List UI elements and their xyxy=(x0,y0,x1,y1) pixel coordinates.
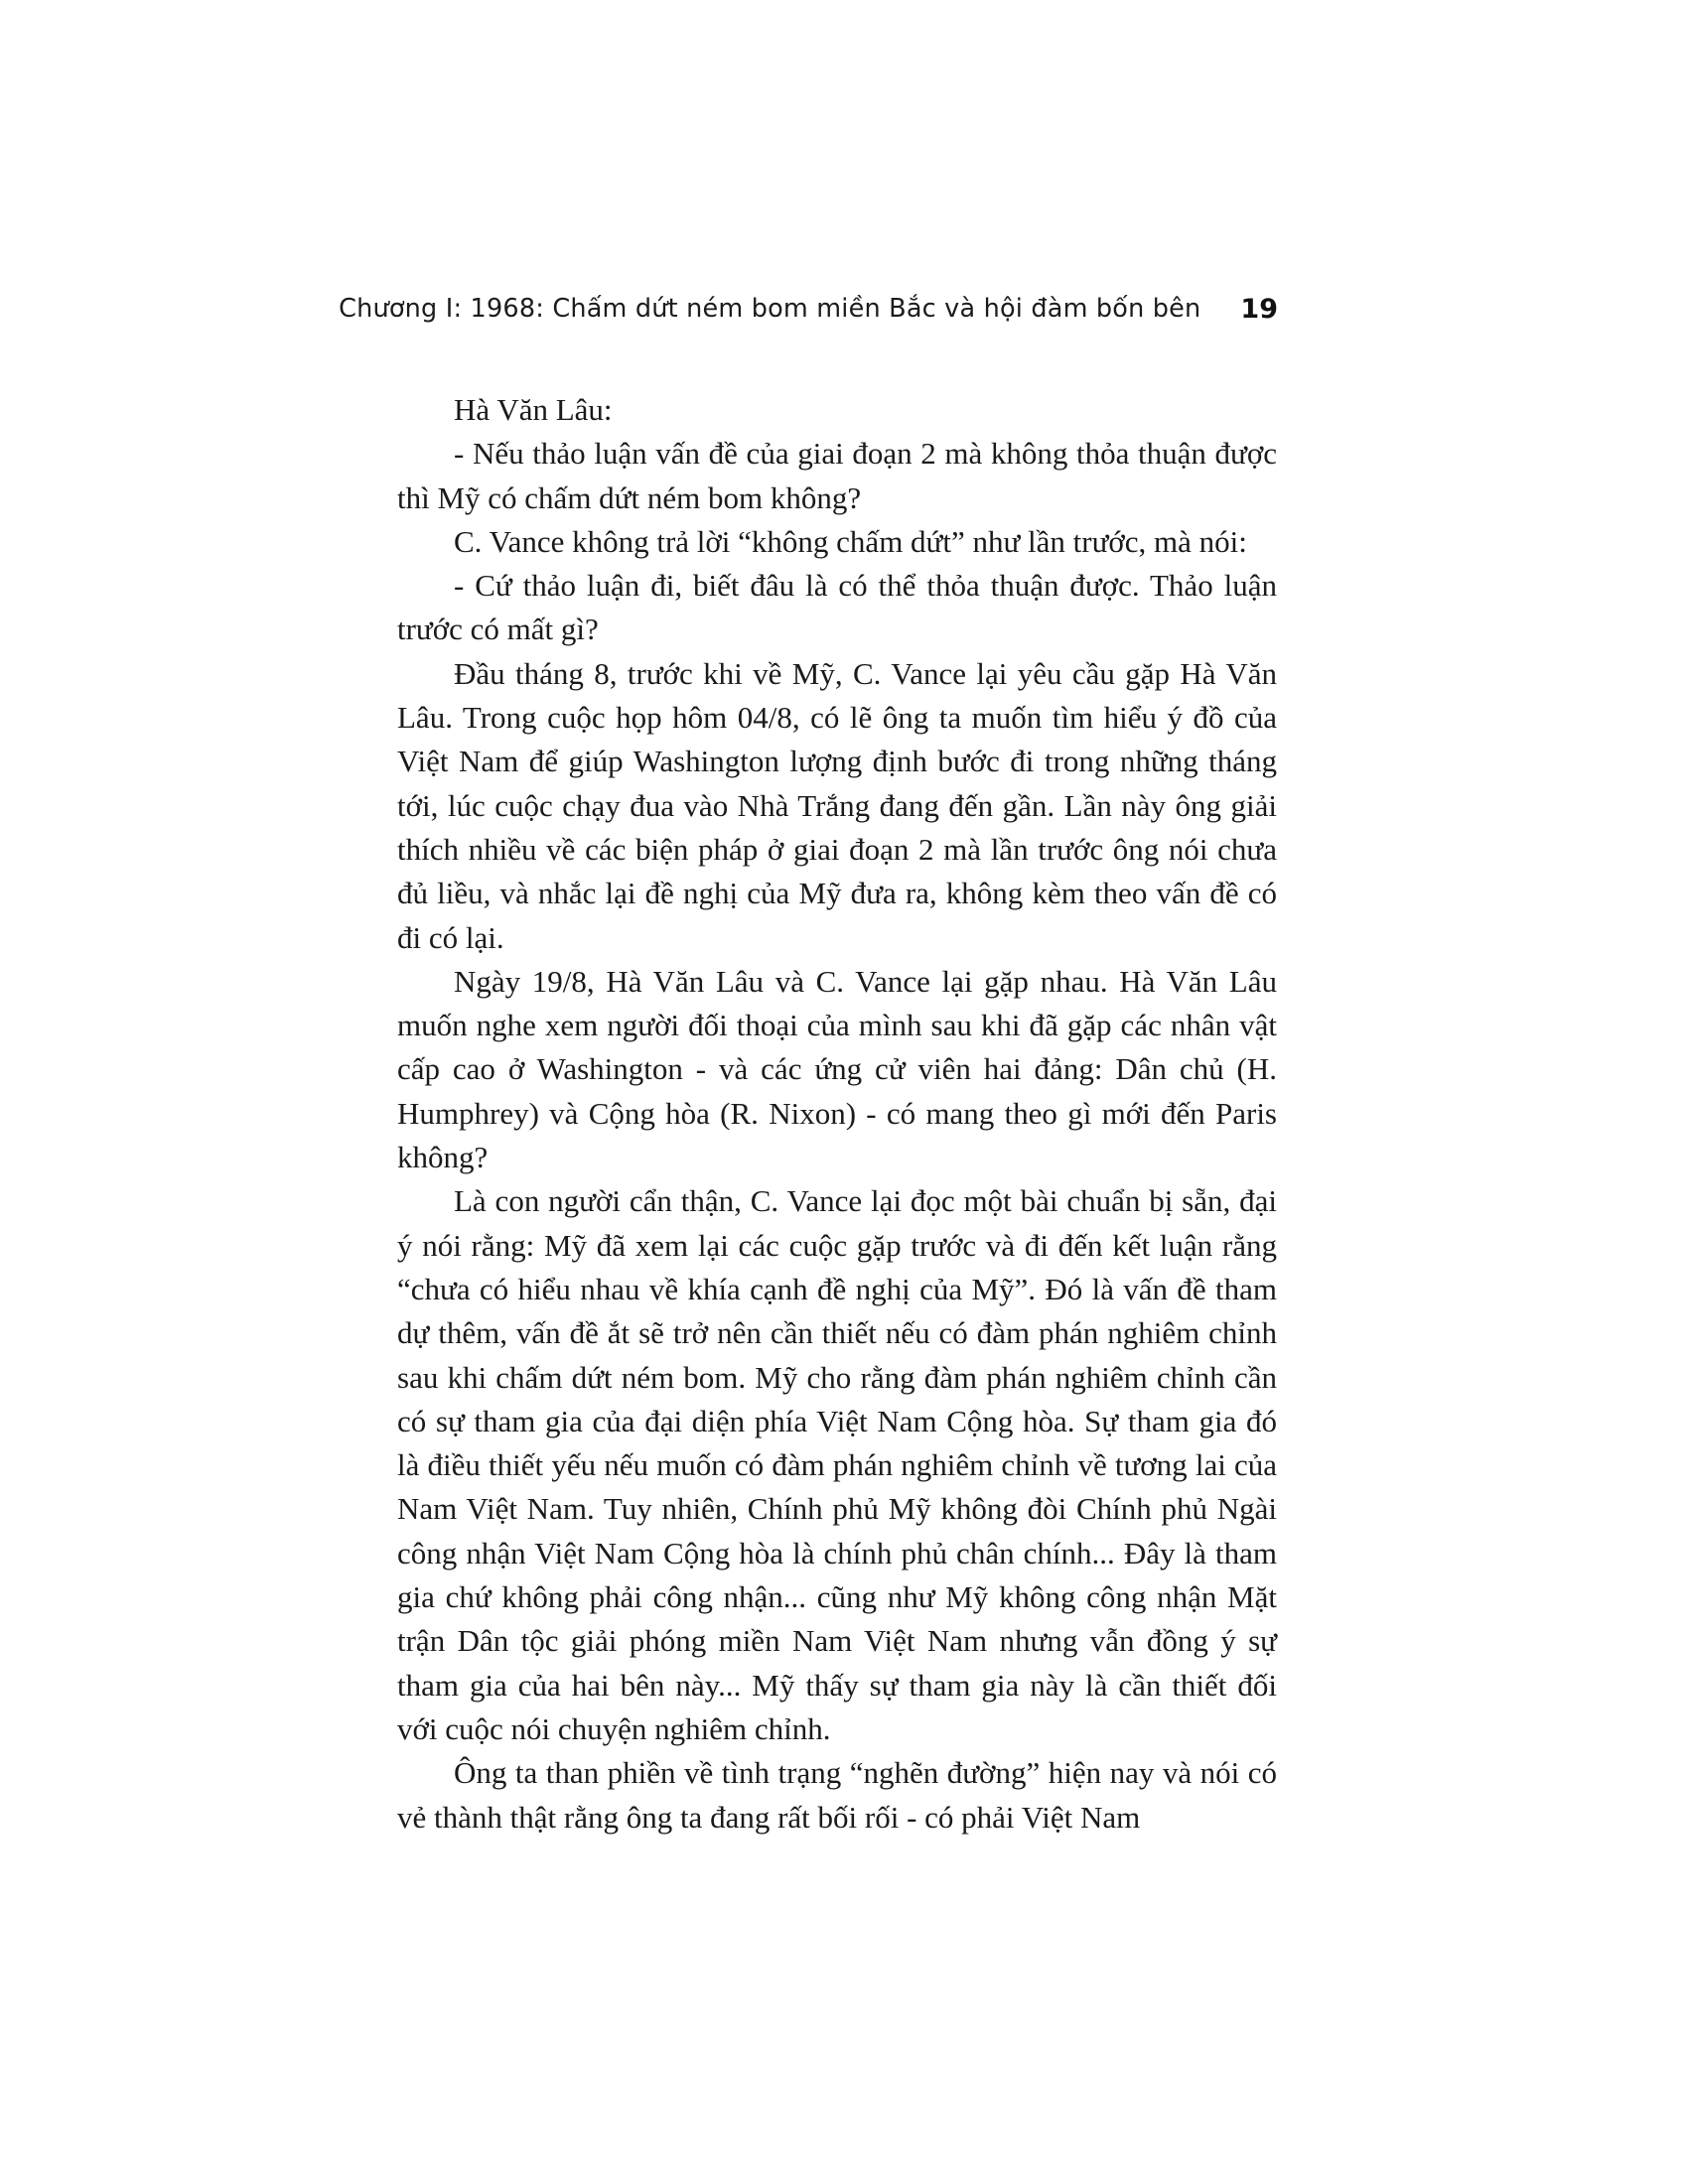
page-number: 19 xyxy=(1240,293,1278,325)
paragraph: Ngày 19/8, Hà Văn Lâu và C. Vance lại gặp nhau. Hà Văn Lâu muốn nghe xem người đối thoại của mình sau khi đã gặp các nhân vật cấp cao ở Washington - và các ứng cử viên hai đảng: Dân chủ (H. Humphrey) và Cộng hòa (R. Nixon) - có mang theo gì mới đến Paris không? xyxy=(397,963,1277,1175)
paragraph: C. Vance không trả lời “không chấm dứt” như lần trước, mà nói: xyxy=(454,523,1247,559)
body-text xyxy=(397,388,1277,1840)
paragraph: - Cứ thảo luận đi, biết đâu là có thể thỏa thuận được. Thảo luận trước có mất gì? xyxy=(397,568,1277,647)
chapter-title: Chương I: 1968: Chấm dứt ném bom miền Bắc và hội đàm bốn bên xyxy=(339,294,1201,324)
paragraph: Là con người cẩn thận, C. Vance lại đọc một bài chuẩn bị sẵn, đại ý nói rằng: Mỹ đã xem lại các cuộc gặp trước và đi đến kết luận rằng “chưa có hiểu nhau về khía cạnh đề nghị của Mỹ”. Đó là vấn đề tham dự thêm, vấn đề ắt sẽ trở nên cần thiết nếu có đàm phán nghiêm chỉnh sau khi chấm dứt ném bom. Mỹ cho rằng đàm phán nghiêm chỉnh cần có sự tham gia của đại diện phía Việt Nam Cộng hòa. Sự tham gia đó là điều thiết yếu nếu muốn có đàm phán nghiêm chỉnh về tương lai của Nam Việt Nam. Tuy nhiên, Chính phủ Mỹ không đòi Chính phủ Ngài công nhận Việt Nam Cộng hòa là chính phủ chân chính... Đây là tham gia chứ không phải công nhận... cũng như Mỹ không công nhận Mặt trận Dân tộc giải phóng miền Nam Việt Nam nhưng vẫn đồng ý sự tham gia của hai bên này... Mỹ thấy sự tham gia này là cần thiết đối với cuộc nói chuyện nghiêm chỉnh. xyxy=(397,1183,1277,1746)
paragraph: Đầu tháng 8, trước khi về Mỹ, C. Vance lại yêu cầu gặp Hà Văn Lâu. Trong cuộc họp hôm 04/8, có lẽ ông ta muốn tìm hiểu ý đồ của Việt Nam để giúp Washington lượng định bước đi trong những tháng tới, lúc cuộc chạy đua vào Nhà Trắng đang đến gần. Lần này ông giải thích nhiều về các biện pháp ở giai đoạn 2 mà lần trước ông nói chưa đủ liều, và nhắc lại đề nghị của Mỹ đưa ra, không kèm theo vấn đề có đi có lại. xyxy=(397,655,1277,955)
running-header xyxy=(339,286,1278,332)
paragraph: Ông ta than phiền về tình trạng “nghẽn đường” hiện nay và nói có vẻ thành thật rằng ông ta đang rất bối rối - có phải Việt Nam xyxy=(397,1755,1277,1835)
paragraph: Hà Văn Lâu: xyxy=(454,392,613,427)
paragraph: - Nếu thảo luận vấn đề của giai đoạn 2 mà không thỏa thuận được thì Mỹ có chấm dứt ném bom không? xyxy=(397,436,1277,515)
